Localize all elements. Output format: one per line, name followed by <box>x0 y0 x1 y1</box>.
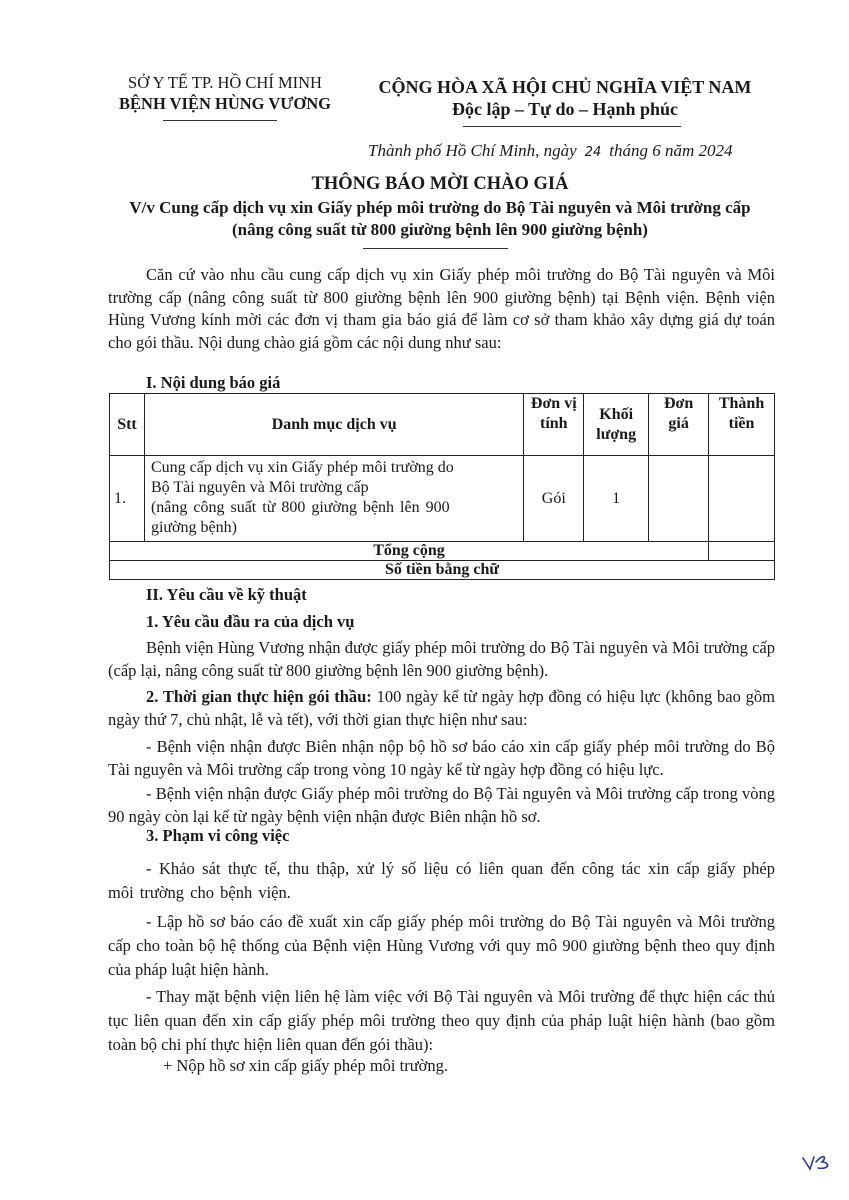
amount-in-words-row <box>110 561 775 580</box>
row-stt: 1. <box>110 456 145 542</box>
row-quantity: 1 <box>584 456 649 542</box>
req-2-paragraph <box>108 686 775 731</box>
document-date <box>368 140 732 164</box>
req-1-heading: 1. Yêu cầu đầu ra của dịch vụ <box>146 612 355 631</box>
agency-underline <box>163 120 277 121</box>
nation-line-2: Độc lập – Tự do – Hạnh phúc <box>451 99 679 119</box>
subject-line-2: (nâng công suất từ 800 giường bệnh lên 900 giường bệnh) <box>232 220 648 239</box>
total-value <box>709 542 775 561</box>
service-line-2: Bộ Tài nguyên và Môi trường cấp <box>150 479 369 496</box>
section-1-heading: I. Nội dung báo giá <box>146 373 281 392</box>
req-2-text: 100 ngày kể từ ngày hợp đồng có hiệu lực (không bao gồm ngày thứ 7, chủ nhật, lễ và tết), với thời gian thực hiện như sau: <box>108 687 775 729</box>
date-prefix: Thành phố Hồ Chí Minh, ngày <box>368 141 577 160</box>
table-header-row <box>110 394 775 456</box>
date-day: 24 <box>584 145 602 160</box>
date-suffix: tháng 6 năm 2024 <box>609 141 733 160</box>
header-quantity: Khối lượng <box>584 394 649 456</box>
service-line-3: (nâng công suất từ 800 giường bệnh lên 900 <box>150 499 450 516</box>
table-row <box>110 456 775 542</box>
subject-line <box>60 197 820 241</box>
service-line-4: giường bệnh) <box>150 519 237 536</box>
agency-block <box>100 72 350 114</box>
req-1-text: Bệnh viện Hùng Vương nhận được giấy phép môi trường do Bộ Tài nguyên và Môi trường cấp (cấp lại, nâng công suất từ 800 giường bệnh lên 900 giường bệnh). <box>108 638 775 680</box>
total-label: Tổng cộng <box>110 542 709 561</box>
header-stt: Stt <box>110 394 145 456</box>
national-motto-block <box>355 76 775 120</box>
document-title: THÔNG BÁO MỜI CHÀO GIÁ <box>311 174 569 194</box>
quote-table <box>109 393 775 580</box>
agency-line-1: SỞ Y TẾ TP. HỒ CHÍ MINH <box>128 73 322 92</box>
nation-line-1: CỘNG HÒA XÃ HỘI CHỦ NGHĨA VIỆT NAM <box>378 77 752 97</box>
service-line-1: Cung cấp dịch vụ xin Giấy phép môi trường do <box>150 459 454 476</box>
req-3-bullet-1: - Khảo sát thực tế, thu thập, xử lý số liệu có liên quan đến công tác xin cấp giấy phép môi trường cho bệnh viện. <box>108 859 775 902</box>
header-service: Danh mục dịch vụ <box>144 394 523 456</box>
header-total: Thành tiền <box>709 394 775 456</box>
req-2-bullet-1: - Bệnh viện nhận được Biên nhận nộp bộ hồ sơ báo cáo xin cấp giấy phép môi trường do Bộ Tài nguyên và Môi trường cấp trong vòng 10 ngày kể từ ngày hợp đồng có hiệu lực. <box>108 737 775 779</box>
initials-signature-icon <box>800 1150 834 1172</box>
req-3-heading: 3. Phạm vi công việc <box>146 826 290 845</box>
agency-line-2: BỆNH VIỆN HÙNG VƯƠNG <box>119 94 331 113</box>
row-total <box>709 456 775 542</box>
row-service <box>144 456 523 542</box>
subject-line-1: V/v Cung cấp dịch vụ xin Giấy phép môi trường do Bộ Tài nguyên và Môi trường cấp <box>129 198 751 217</box>
total-row <box>110 542 775 561</box>
req-2-bullet-2: - Bệnh viện nhận được Giấy phép môi trường do Bộ Tài nguyên và Môi trường cấp trong vòng 90 ngày còn lại kể từ ngày bệnh viện nhận được Biên nhận hồ sơ. <box>108 784 775 826</box>
row-unit-price <box>649 456 709 542</box>
intro-paragraph: Căn cứ vào nhu cầu cung cấp dịch vụ xin Giấy phép môi trường do Bộ Tài nguyên và Môi trường cấp (nâng công suất từ 800 giường bệnh lên 900 giường bệnh) tại Bệnh viện. Bệnh viện Hùng Vương kính mời các đơn vị tham gia báo giá để làm cơ sở tham khảo xây dựng giá dự toán cho gói thầu. Nội dung chào giá gồm các nội dung như sau: <box>108 265 775 352</box>
req-3-sub-1: + Nộp hồ sơ xin cấp giấy phép môi trường. <box>163 1056 448 1075</box>
motto-underline <box>463 126 681 127</box>
section-2-heading: II. Yêu cầu về kỹ thuật <box>146 585 307 604</box>
row-unit: Gói <box>524 456 584 542</box>
header-unit-price: Đơn giá <box>649 394 709 456</box>
req-3-bullet-3: - Thay mặt bệnh viện liên hệ làm việc với Bộ Tài nguyên và Môi trường để thực hiện các thủ tục liên quan đến xin cấp giấy phép môi trường theo quy định của pháp luật hiện hành (bao gồm toàn bộ chi phí thực hiện liên quan đến gói thầu): <box>108 987 775 1054</box>
req-3-bullet-2: - Lập hồ sơ báo cáo đề xuất xin cấp giấy phép môi trường do Bộ Tài nguyên và Môi trường cấp cho toàn bộ hệ thống của Bệnh viện Hùng Vương với quy mô 900 giường bệnh theo quy định của pháp luật hiện hành. <box>108 912 775 979</box>
title-underline <box>363 248 508 249</box>
req-2-label: 2. Thời gian thực hiện gói thầu: <box>146 687 372 706</box>
header-unit: Đơn vị tính <box>524 394 584 456</box>
amount-in-words-label: Số tiền bằng chữ <box>110 561 775 580</box>
